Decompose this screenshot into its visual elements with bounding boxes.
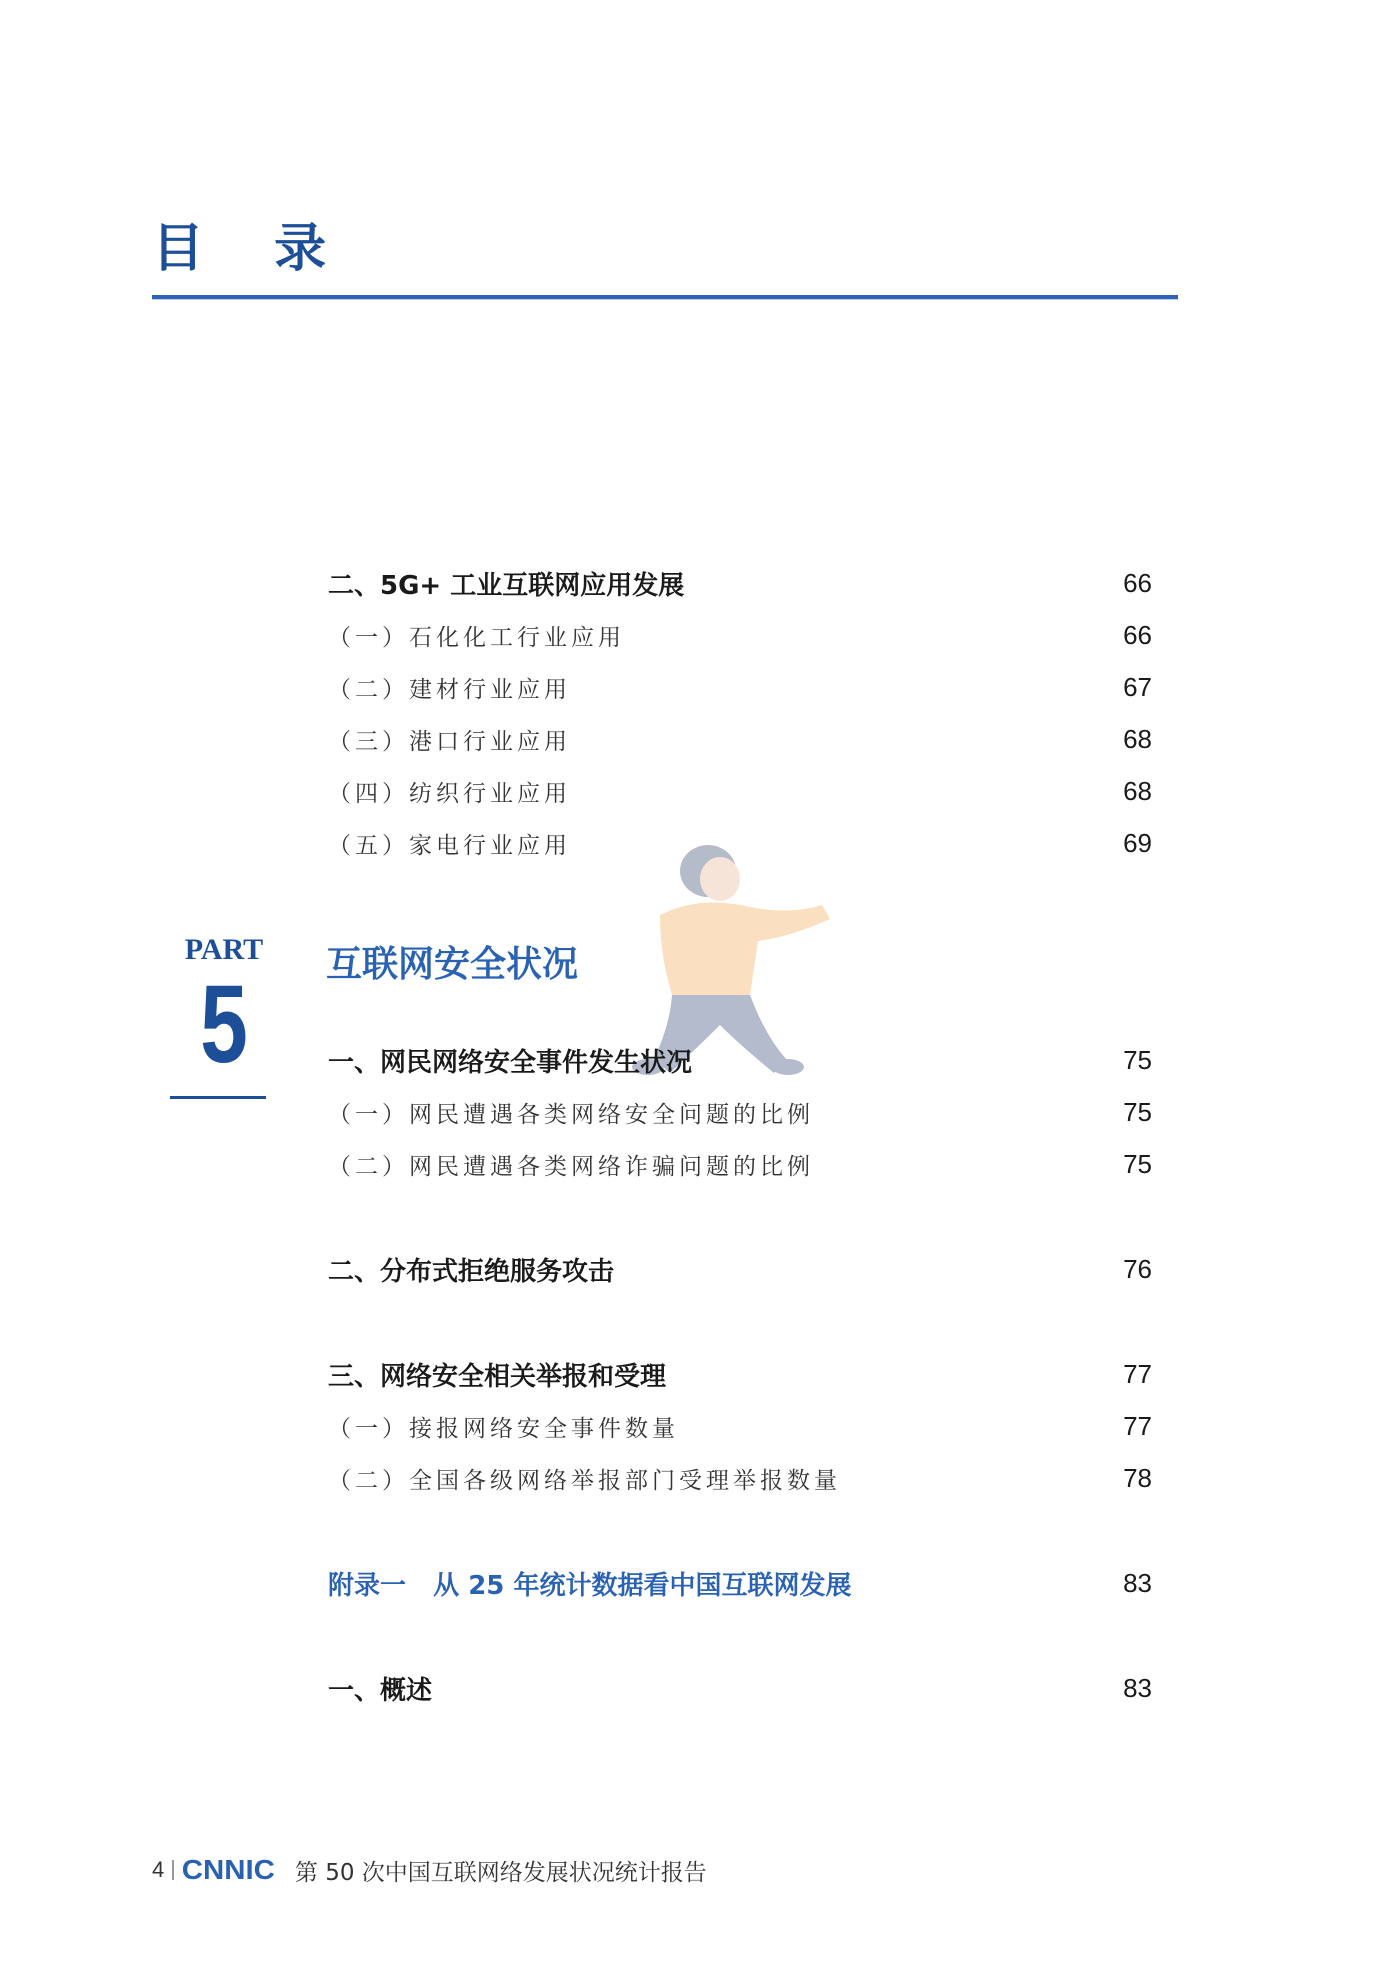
toc-page-number: 66 xyxy=(1123,619,1152,650)
page-title: 目 录 xyxy=(152,219,353,279)
toc-label: 二、分布式拒绝服务攻击 xyxy=(328,1256,615,1287)
toc-row[interactable] xyxy=(328,1040,1152,1080)
toc-label: （三）港口行业应用 xyxy=(328,728,571,755)
toc-row[interactable] xyxy=(328,1458,1152,1498)
title-divider xyxy=(152,295,1178,300)
toc-row[interactable] xyxy=(328,1249,1152,1289)
toc-row[interactable] xyxy=(328,719,1152,759)
toc-label: （二）建材行业应用 xyxy=(328,676,571,703)
toc-page-number: 75 xyxy=(1123,1096,1152,1127)
toc-label: （二）全国各级网络举报部门受理举报数量 xyxy=(328,1467,841,1494)
toc-page-number: 75 xyxy=(1123,1044,1152,1075)
footer-report-title: 第 50 次中国互联网络发展状况统计报告 xyxy=(294,1859,707,1886)
cnnic-logo: CNNIC xyxy=(182,1854,276,1885)
toc-label: （一）网民遭遇各类网络安全问题的比例 xyxy=(328,1101,814,1128)
toc-label: （一）接报网络安全事件数量 xyxy=(328,1415,679,1442)
toc-row[interactable] xyxy=(328,1668,1152,1708)
toc-label: （一）石化化工行业应用 xyxy=(328,624,625,651)
toc-row[interactable] xyxy=(328,1144,1152,1184)
toc-label: 一、网民网络安全事件发生状况 xyxy=(328,1047,693,1078)
toc-row[interactable] xyxy=(328,1563,1152,1603)
toc-label: （四）纺织行业应用 xyxy=(328,780,571,807)
part-title: 互联网安全状况 xyxy=(326,944,579,985)
toc-page-number: 68 xyxy=(1123,775,1152,806)
toc-page-number: 83 xyxy=(1123,1672,1152,1703)
toc-label: （五）家电行业应用 xyxy=(328,832,571,859)
part-divider xyxy=(170,1096,266,1099)
toc-label: 一、概述 xyxy=(328,1675,433,1706)
toc-row[interactable] xyxy=(328,771,1152,811)
toc-row[interactable] xyxy=(328,1354,1152,1394)
toc-row[interactable] xyxy=(328,615,1152,655)
toc-row[interactable] xyxy=(328,563,1152,603)
toc-page-number: 77 xyxy=(1123,1358,1152,1389)
toc-page-number: 67 xyxy=(1123,671,1152,702)
toc-page-number: 66 xyxy=(1123,567,1152,598)
toc-page-number: 75 xyxy=(1123,1148,1152,1179)
footer-separator xyxy=(172,1860,174,1880)
footer-page-number: 4 xyxy=(152,1857,165,1882)
part-label: PART xyxy=(184,933,264,966)
toc-label: （二）网民遭遇各类网络诈骗问题的比例 xyxy=(328,1153,814,1180)
toc-row[interactable] xyxy=(328,1092,1152,1132)
toc-page-number: 78 xyxy=(1123,1462,1152,1493)
footer xyxy=(152,1850,707,1890)
part-number: 5 xyxy=(200,963,248,1086)
toc-page-number: 68 xyxy=(1123,723,1152,754)
toc-label: 二、5G+ 工业互联网应用发展 xyxy=(328,570,685,601)
toc-page-number: 69 xyxy=(1123,827,1152,858)
toc-row[interactable] xyxy=(328,1406,1152,1446)
toc-appendix-label: 附录一 从 25 年统计数据看中国互联网发展 xyxy=(328,1570,852,1601)
toc-page-number: 77 xyxy=(1123,1410,1152,1441)
toc-page-number: 83 xyxy=(1123,1567,1152,1598)
toc-page-number: 76 xyxy=(1123,1253,1152,1284)
toc-row[interactable] xyxy=(328,667,1152,707)
toc-label: 三、网络安全相关举报和受理 xyxy=(328,1361,667,1392)
